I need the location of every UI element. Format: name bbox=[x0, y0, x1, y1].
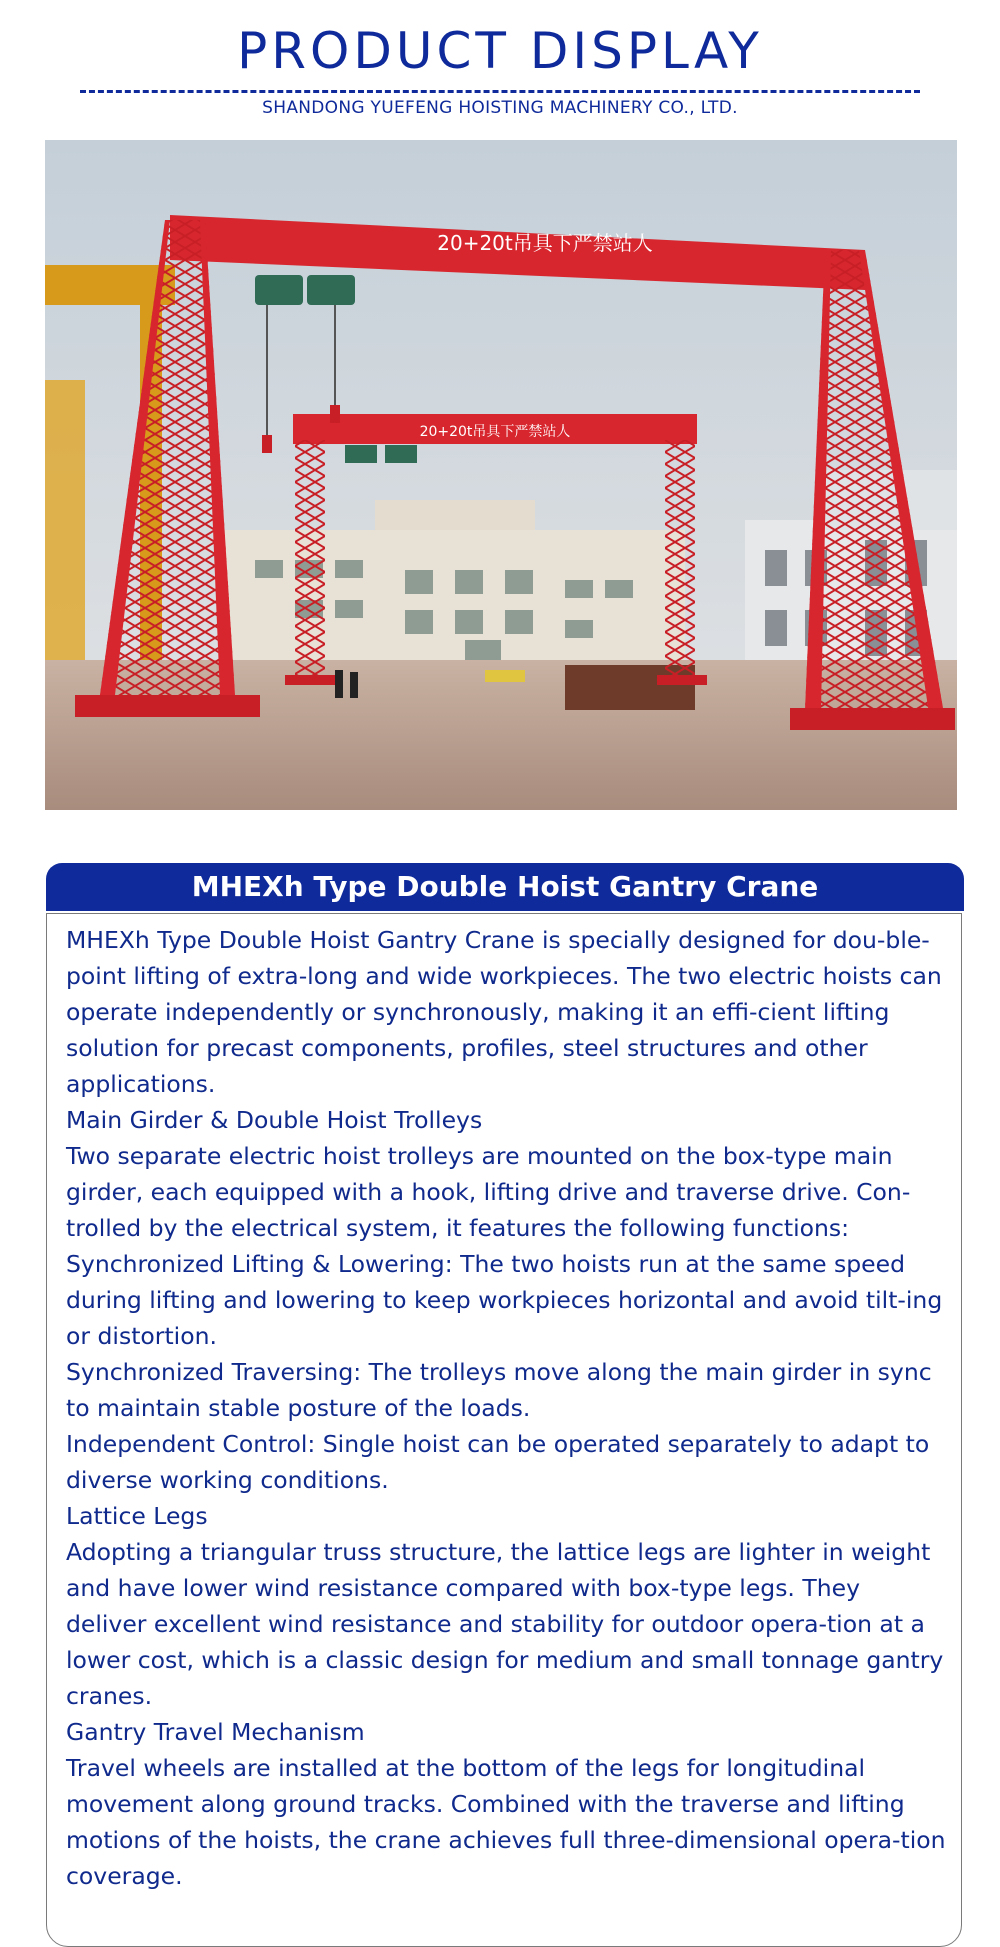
intro-paragraph: MHEXh Type Double Hoist Gantry Crane is specially designed for dou-ble-point lifting of extra-long and wide workpieces. The two electric hoists can operate independently or synchronously, making it an effi-cient lifting solution for precast components, profiles, steel structures and other applications. bbox=[66, 926, 942, 1098]
sync-traversing-paragraph: Synchronized Traversing: The trolleys move along the main girder in sync to maintain stable posture of the loads. bbox=[66, 1358, 932, 1422]
company-name: SHANDONG YUEFENG HOISTING MACHINERY CO., LTD. bbox=[262, 98, 738, 118]
page-title: PRODUCT DISPLAY bbox=[237, 22, 763, 80]
girder-paragraph: Two separate electric hoist trolleys are mounted on the box-type main girder, each equipped with a hook, lifting drive and traverse drive. Con-trolled by the electrical system, it features the following functions: bbox=[66, 1142, 911, 1242]
section-heading-travel: Gantry Travel Mechanism bbox=[66, 1718, 365, 1746]
product-heading: MHEXh Type Double Hoist Gantry Crane bbox=[46, 863, 964, 911]
dashed-divider bbox=[80, 90, 920, 93]
product-photo bbox=[45, 140, 957, 810]
back-crane-banner: 20+20t吊具下严禁站人 bbox=[419, 424, 571, 440]
front-crane-banner: 20+20t吊具下严禁站人 bbox=[437, 231, 653, 255]
legs-paragraph: Adopting a triangular truss structure, the lattice legs are lighter in weight and have lower wind resistance compared with box-type legs. They deliver excellent wind resistance and stability for outdoor opera-tion at a lower cost, which is a classic design for medium and small tonnage gantry cranes. bbox=[66, 1538, 944, 1710]
product-description bbox=[66, 922, 946, 1894]
section-heading-legs: Lattice Legs bbox=[66, 1502, 208, 1530]
sync-lifting-paragraph: Synchronized Lifting & Lowering: The two hoists run at the same speed during lifting and lowering to keep workpieces horizontal and avoid tilt-ing or distortion. bbox=[66, 1250, 943, 1350]
section-heading-girder: Main Girder & Double Hoist Trolleys bbox=[66, 1106, 483, 1134]
travel-paragraph: Travel wheels are installed at the bottom of the legs for longitudinal movement along ground tracks. Combined with the traverse and lifting motions of the hoists, the crane achieves full three-dimensional opera-tion coverage. bbox=[66, 1754, 946, 1890]
independent-control-paragraph: Independent Control: Single hoist can be operated separately to adapt to diverse working conditions. bbox=[66, 1430, 930, 1494]
